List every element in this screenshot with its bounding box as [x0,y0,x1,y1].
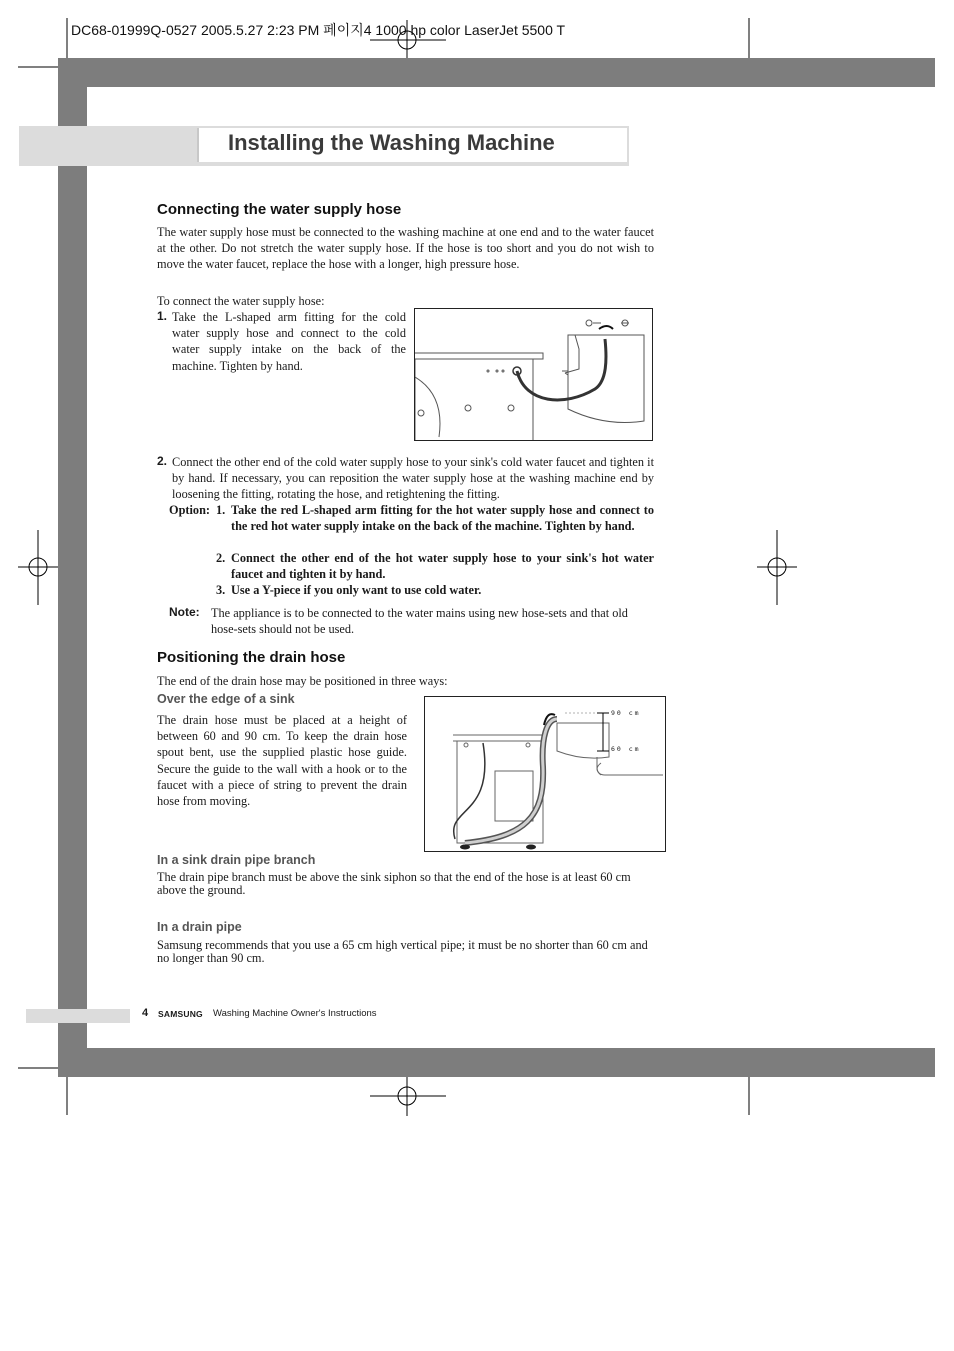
option2-text: Connect the other end of the hot water supply hose to your sink's hot water faucet and tighten it by hand. [231,551,654,582]
water-hose-drawing [415,309,652,440]
water-supply-intro: The water supply hose must be connected to the washing machine at one end and to the water faucet at the other. Do not stretch the water supply hose. If the hose is too short and you do not wish to move the water faucet, replace the hose with a longer, high pressure hose. [157,225,654,272]
subheading-over-sink: Over the edge of a sink [157,692,295,706]
sink-drain-branch-text: The drain pipe branch must be above the sink siphon so that the end of the hose is at least 60 cm above the ground. [157,870,631,897]
option1-number: 1. [216,503,226,517]
section-heading-water-supply: Connecting the water supply hose [157,201,402,218]
water-supply-lead: To connect the water supply hose: [157,294,325,308]
option-label: Option: [169,503,210,517]
water-hose-illustration [414,308,653,441]
footer-title: Washing Machine Owner's Instructions [213,1008,377,1019]
step2-text: Connect the other end of the cold water supply hose to your sink's cold water faucet and tighten it by hand. If necessary, you can reposition the water supply hose at the washing machine end by loosening the fitting, rotating the hose, and retightening the fitting. [172,455,654,502]
drain-pipe-text: Samsung recommends that you use a 65 cm high vertical pipe; it must be no shorter than 60 cm and no longer than 90 cm. [157,938,648,965]
label-90cm: 90 cm [611,709,641,717]
note-text: The appliance is to be connected to the water mains using new hose-sets and that old hose-sets should not be used. [211,606,628,637]
frame-top-band [58,58,935,87]
note-label: Note: [169,605,200,619]
option3-text: Use a Y-piece if you only want to use cold water. [231,583,482,597]
step2-number: 2. [157,454,168,468]
drain-hose-intro: The end of the drain hose may be positioned in three ways: [157,674,448,688]
brand-logo: SAMSUNG [158,1009,203,1019]
step1-number: 1. [157,309,168,323]
frame-bottom-band [58,1048,935,1077]
subheading-sink-drain-branch: In a sink drain pipe branch [157,853,316,867]
option2-number: 2. [216,551,226,565]
option3-number: 3. [216,583,226,597]
print-slug: DC68-01999Q-0527 2005.5.27 2:23 PM 페이지4 1000 hp color LaserJet 5500 T [71,22,566,38]
footer-bar [26,1009,130,1023]
option1-text: Take the red L-shaped arm fitting for the hot water supply hose and connect to the red hot water supply intake on the back of the machine. Tighten by hand. [231,503,654,534]
drain-hose-illustration [424,696,666,852]
page-title: Installing the Washing Machine [228,130,555,155]
frame-left-band [58,58,87,1077]
over-sink-text: The drain hose must be placed at a height of between 60 and 90 cm. To keep the drain hose spout bent, use the supplied plastic hose guide. Secure the guide to the wall with a hook or to the faucet with a piece of string to prevent the drain hose from moving. [157,713,407,809]
step1-text: Take the L-shaped arm fitting for the cold water supply hose and connect to the cold water supply intake on the back of the machine. Tighten by hand. [172,310,406,373]
subheading-drain-pipe: In a drain pipe [157,920,242,934]
section-heading-drain-hose: Positioning the drain hose [157,649,346,666]
label-60cm: 60 cm [611,745,641,753]
page-number: 4 [142,1007,149,1019]
drain-hose-drawing [425,697,665,851]
